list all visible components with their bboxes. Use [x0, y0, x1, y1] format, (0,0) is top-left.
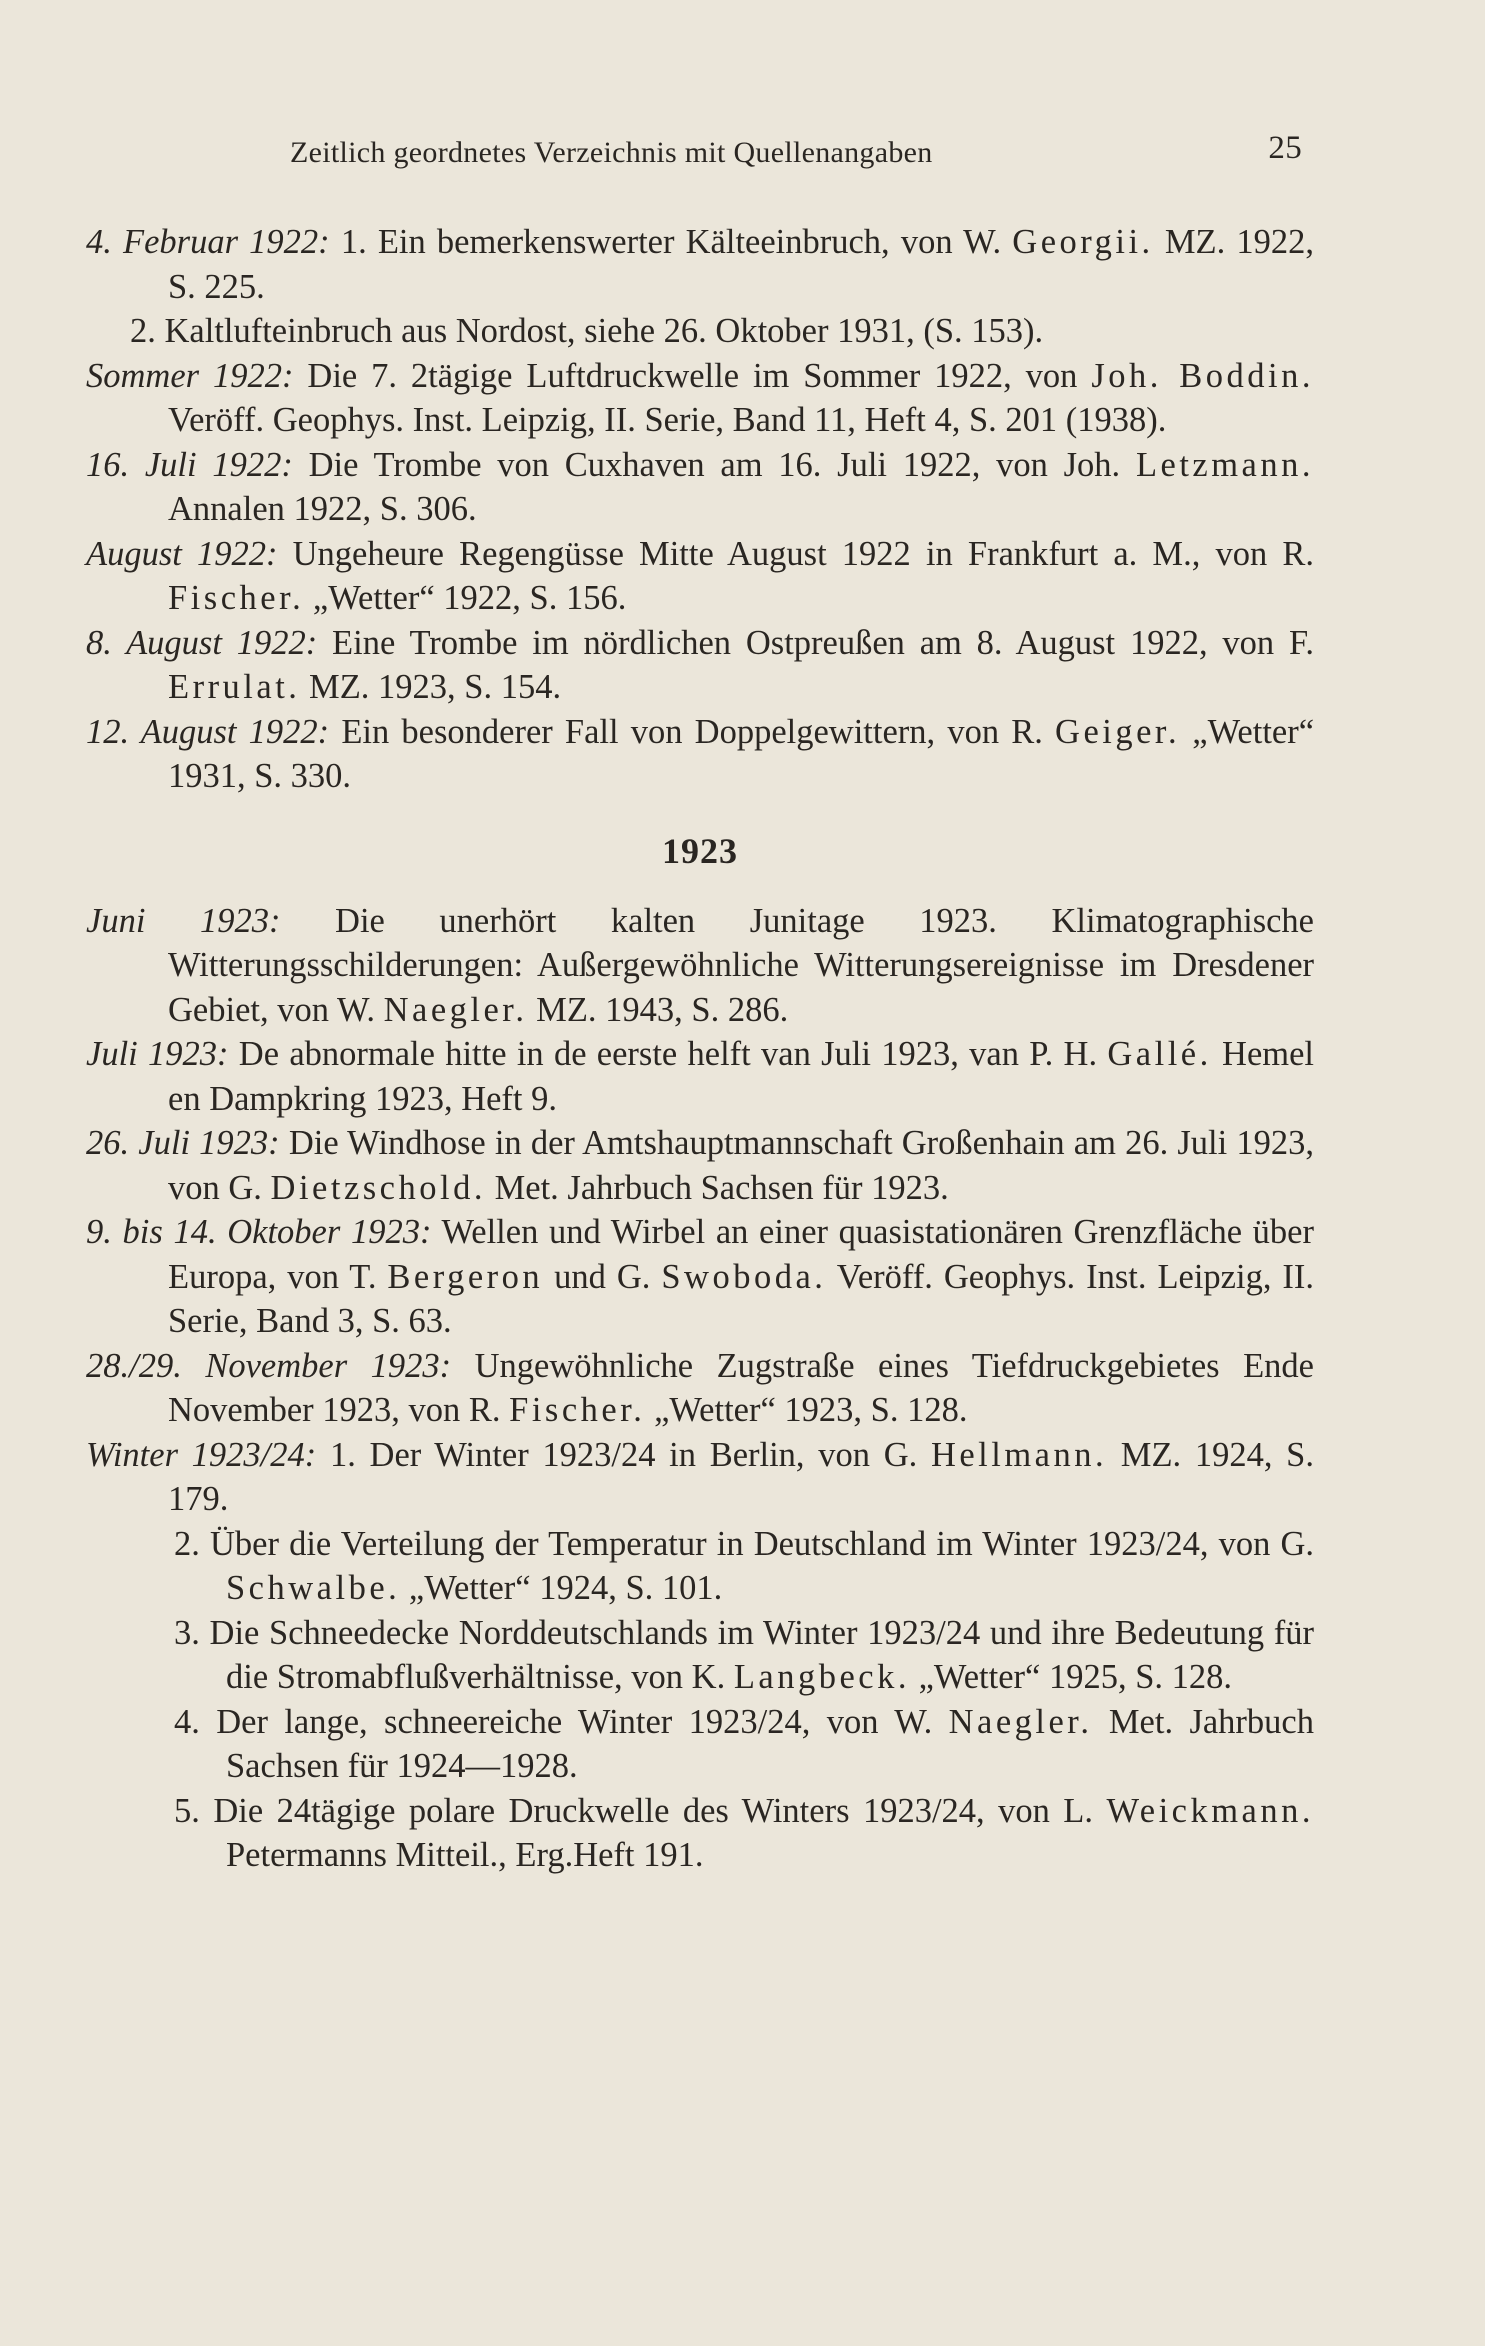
entry-12-august-1922	[86, 710, 1314, 799]
entry-author: Dietzschold.	[270, 1168, 486, 1207]
year-heading: 1923	[662, 830, 738, 871]
entry-text: Eine Trombe im nördlichen Ostpreußen am 8. August 1922, von F.	[317, 623, 1315, 662]
entry-source: MZ. 1924, S. 179.	[168, 1435, 1314, 1518]
entry-date: 9. bis 14. Oktober 1923:	[86, 1213, 432, 1251]
entry-juli-1923	[86, 1032, 1314, 1121]
entry-november-1923	[86, 1344, 1314, 1433]
entry-februar-1922-item-2	[86, 309, 1314, 354]
entry-text: Die 7. 2tägige Luftdruckwelle im Sommer 1922, von	[293, 356, 1092, 395]
entry-source: „Wetter“ 1931, S. 330.	[168, 712, 1315, 795]
entry-text: Wellen und Wirbel an einer quasistationären Grenzfläche über Europa, von T.	[168, 1213, 1314, 1296]
entry-date: Winter 1923/24:	[86, 1435, 317, 1474]
entry-oktober-1923	[86, 1210, 1314, 1344]
entry-author-2: Swoboda.	[661, 1257, 827, 1296]
entry-16-juli-1922	[86, 443, 1314, 532]
entry-text: 1. Der Winter 1923/24 in Berlin, von G.	[316, 1435, 931, 1474]
entry-source: „Wetter“ 1923, S. 128.	[645, 1391, 968, 1429]
entry-source: Met. Jahrbuch Sachsen für 1924—1928.	[226, 1702, 1314, 1785]
entry-text: 2. Über die Verteilung der Temperatur in Deutschland im Winter 1923/24, von G.	[174, 1524, 1314, 1563]
entry-author: Georgii.	[1012, 223, 1154, 261]
entry-sommer-1922	[86, 354, 1314, 443]
entry-date: 12. August 1922:	[86, 712, 330, 751]
entry-date: Juli 1923:	[86, 1035, 229, 1073]
winter-item-3	[86, 1611, 1314, 1700]
winter-item-5	[86, 1789, 1314, 1878]
entry-text: 2. Kaltlufteinbruch aus Nordost, siehe 26. Oktober 1931, (S. 153).	[130, 312, 1044, 350]
entry-text: Ungewöhnliche Zugstraße eines Tiefdruckgebietes Ende November 1923, von R.	[168, 1346, 1314, 1429]
entry-text: Ungeheure Regengüsse Mitte August 1922 in Frankfurt a. M., von R.	[277, 534, 1315, 573]
entry-august-1922	[86, 532, 1314, 621]
entry-date: Sommer 1922:	[86, 356, 294, 395]
entry-source: MZ. 1923, S. 154.	[300, 668, 562, 706]
entry-source: Veröff. Geophys. Inst. Leipzig, II. Serie, Band 11, Heft 4, S. 201 (1938).	[168, 401, 1167, 439]
entry-source: MZ. 1943, S. 286.	[527, 990, 789, 1029]
entry-26-juli-1923	[86, 1121, 1314, 1210]
entry-author: Hellmann.	[930, 1435, 1108, 1474]
entry-source: Annalen 1922, S. 306.	[168, 490, 477, 528]
entry-text: Die unerhört kalten Junitage 1923. Klimatographische Witterungsschilderungen: Außergewöhnliche Witterungsereignisse im Dresdener Gebiet, von W.	[168, 901, 1314, 1029]
entry-februar-1922	[86, 220, 1314, 309]
entry-author: Letzmann.	[1135, 445, 1314, 484]
entry-author: Naegler.	[948, 1702, 1093, 1741]
entry-source: „Wetter“ 1922, S. 156.	[304, 579, 627, 617]
entry-date: 8. August 1922:	[86, 623, 318, 662]
entry-source: Petermanns Mitteil., Erg.Heft 191.	[226, 1836, 704, 1874]
entry-author: Gallé.	[1107, 1035, 1212, 1073]
entry-text: Die Trombe von Cuxhaven am 16. Juli 1922, von Joh.	[292, 445, 1136, 484]
entry-text: 1. Ein bemerkenswerter Kälteeinbruch, von W.	[329, 223, 1013, 261]
entry-author: Schwalbe.	[226, 1569, 401, 1607]
entry-text: Ein besonderer Fall von Doppelgewittern, von R.	[329, 712, 1056, 751]
winter-subentries	[86, 1522, 1314, 1878]
entry-source: Hemel en Dampkring 1923, Heft 9.	[168, 1035, 1314, 1118]
entry-source: Veröff. Geophys. Inst. Leipzig, II. Serie, Band 3, S. 63.	[168, 1257, 1315, 1340]
entry-source: „Wetter“ 1925, S. 128.	[909, 1658, 1233, 1696]
entry-8-august-1922	[86, 621, 1314, 710]
winter-item-2	[86, 1522, 1314, 1611]
entry-author: Naegler.	[383, 990, 528, 1029]
entry-date: 4. Februar 1922:	[86, 223, 330, 261]
entry-author: Weickmann.	[1106, 1791, 1314, 1830]
entry-author: Langbeck.	[733, 1658, 910, 1696]
entry-author: Geiger.	[1055, 712, 1181, 751]
entry-text: 5. Die 24tägige polare Druckwelle des Winters 1923/24, von L.	[174, 1791, 1107, 1830]
entry-date: 28./29. November 1923:	[86, 1346, 452, 1385]
entry-date: 16. Juli 1922:	[86, 445, 293, 484]
entry-author: Fischer.	[168, 579, 305, 617]
entry-date: August 1922:	[86, 534, 278, 573]
entry-list	[86, 220, 1314, 1878]
entry-text: 3. Die Schneedecke Norddeutschlands im Winter 1923/24 und ihre Bedeutung für die Stromabflußverhältnisse, von K.	[174, 1613, 1314, 1696]
entry-text: Die Windhose in der Amtshauptmannschaft Großenhain am 26. Juli 1923, von G.	[168, 1124, 1314, 1207]
entry-text: 4. Der lange, schneereiche Winter 1923/24, von W.	[174, 1702, 949, 1741]
entry-date: 26. Juli 1923:	[86, 1124, 280, 1162]
entry-winter-1923-24	[86, 1433, 1314, 1522]
entry-author: Fischer.	[509, 1391, 646, 1429]
entry-text: De abnormale hitte in de eerste helft van Juli 1923, van P. H.	[228, 1035, 1108, 1073]
entry-date: Juni 1923:	[86, 901, 281, 940]
entry-source: „Wetter“ 1924, S. 101.	[400, 1569, 723, 1607]
winter-item-4	[86, 1700, 1314, 1789]
entry-author: Errulat.	[168, 668, 301, 706]
entry-text-mid: und G.	[543, 1257, 662, 1296]
entry-author: Bergeron	[387, 1257, 544, 1296]
header-title: Zeitlich geordnetes Verzeichnis mit Quellenangaben	[290, 136, 933, 169]
entry-author: Joh. Boddin.	[1091, 356, 1314, 395]
entry-juni-1923	[86, 899, 1314, 1033]
entry-source: MZ. 1922, S. 225.	[168, 223, 1315, 306]
running-header	[290, 128, 1310, 178]
page-number: 25	[1268, 130, 1302, 166]
entry-source: Met. Jahrbuch Sachsen für 1923.	[485, 1168, 949, 1207]
